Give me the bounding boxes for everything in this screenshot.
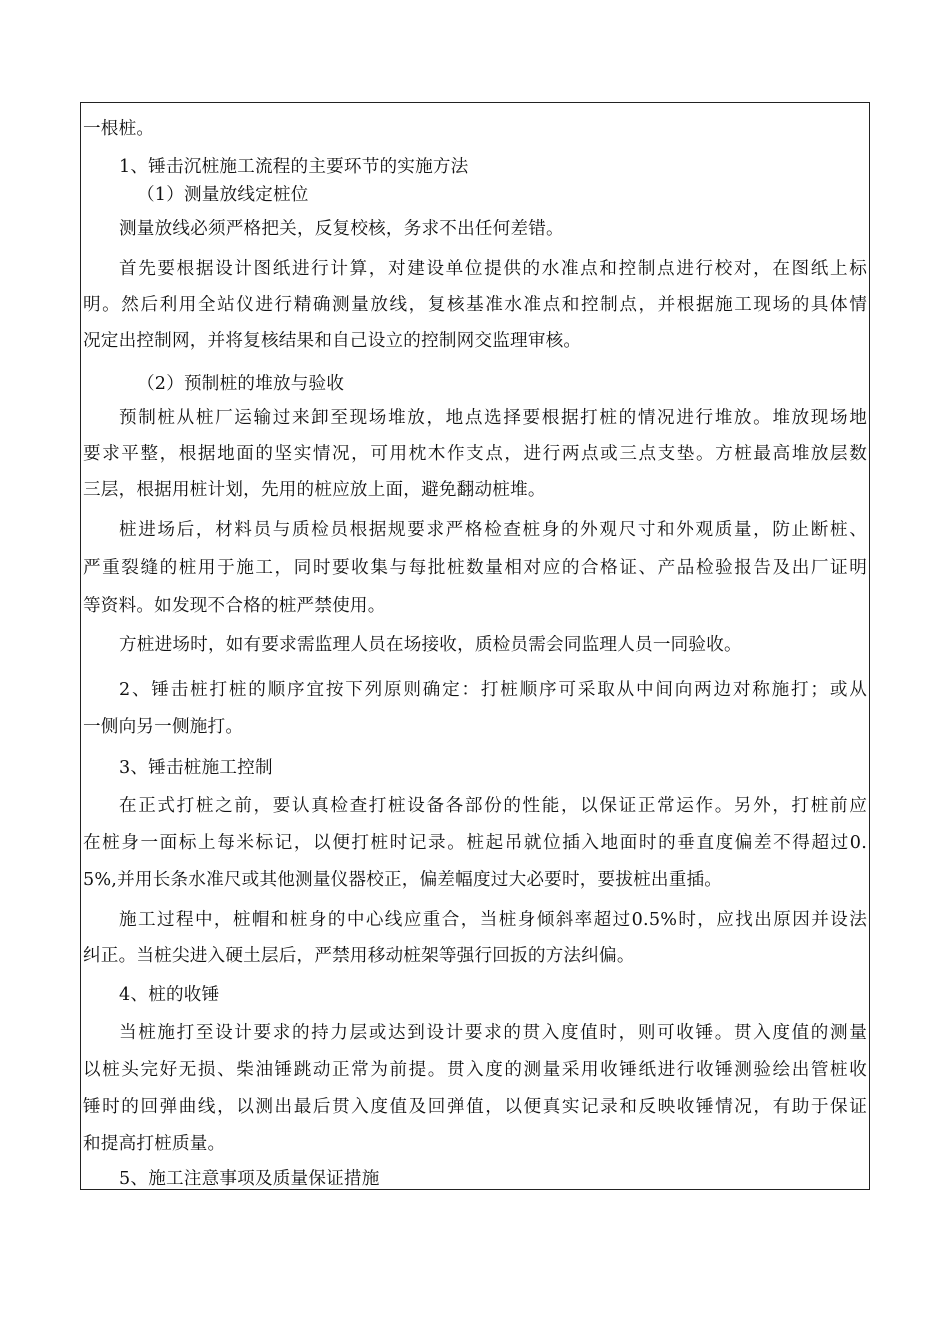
document-table-cell (80, 102, 870, 1190)
paragraph-line: 5%,并用长条水准尺或其他测量仪器校正，偏差幅度过大必要时，要拔桩出重插。 (83, 870, 723, 890)
paragraph-line: 方桩进场时，如有要求需监理人员在场接收，质检员需会同监理人员一同验收。 (119, 635, 742, 655)
paragraph-line: 以桩头完好无损、柴油锤跳动正常为前提。贯入度的测量采用收锤纸进行收锤测验绘出管桩收 (83, 1060, 867, 1080)
paragraph-line: 纠正。当桩尖进入硬土层后，严禁用移动桩架等强行回扳的方法纠偏。 (83, 946, 635, 966)
paragraph-line: 当桩施打至设计要求的持力层或达到设计要求的贯入度值时，则可收锤。贯入度值的测量 (119, 1023, 867, 1043)
paragraph-line: 桩进场后，材料员与质检员根据规要求严格检查桩身的外观尺寸和外观质量，防止断桩、 (119, 520, 867, 540)
paragraph-line: 和提高打桩质量。 (83, 1134, 226, 1154)
paragraph-line: 测量放线必须严格把关，反复校核，务求不出任何差错。 (119, 219, 564, 239)
text-line: 一根桩。 (83, 119, 155, 139)
paragraph-line: 三层，根据用桩计划，先用的桩应放上面，避免翻动桩堆。 (83, 480, 546, 500)
paragraph-line: 预制桩从桩厂运输过来卸至现场堆放，地点选择要根据打桩的情况进行堆放。堆放现场地 (119, 408, 867, 428)
paragraph-line: 在正式打桩之前，要认真检查打桩设备各部份的性能，以保证正常运作。另外，打桩前应 (119, 796, 867, 816)
paragraph-line: 要求平整，根据地面的坚实情况，可用枕木作支点，进行两点或三点支垫。方桩最高堆放层数 (83, 444, 867, 464)
section-heading: 4、桩的收锤 (119, 985, 220, 1005)
paragraph-line: 严重裂缝的桩用于施工，同时要收集与每批桩数量相对应的合格证、产品检验报告及出厂证明 (83, 558, 867, 578)
paragraph-line: 等资料。如发现不合格的桩严禁使用。 (83, 596, 386, 616)
paragraph-line: 首先要根据设计图纸进行计算，对建设单位提供的水准点和控制点进行校对，在图纸上标 (119, 259, 867, 279)
subsection-heading: （2）预制桩的堆放与验收 (137, 374, 345, 394)
subsection-heading: （1）测量放线定桩位 (137, 185, 309, 205)
paragraph-line: 施工过程中，桩帽和桩身的中心线应重合，当桩身倾斜率超过0.5%时，应找出原因并设法 (119, 910, 867, 930)
paragraph-line: 况定出控制网，并将复核结果和自己设立的控制网交监理审核。 (83, 331, 582, 351)
section-heading: 5、施工注意事项及质量保证措施 (119, 1169, 380, 1189)
paragraph-line: 一侧向另一侧施打。 (83, 717, 244, 737)
section-heading: 3、锤击桩施工控制 (119, 758, 273, 778)
paragraph-line: 锤时的回弹曲线，以测出最后贯入度值及回弹值，以便真实记录和反映收锤情况，有助于保证 (83, 1097, 867, 1117)
section-heading: 2、锤击桩打桩的顺序宜按下列原则确定：打桩顺序可采取从中间向两边对称施打；或从 (119, 680, 867, 700)
paragraph-line: 明。然后利用全站仪进行精确测量放线，复核基准水准点和控制点，并根据施工现场的具体情 (83, 295, 867, 315)
section-heading: 1、锤击沉桩施工流程的主要环节的实施方法 (119, 157, 469, 177)
paragraph-line: 在桩身一面标上每米标记，以便打桩时记录。桩起吊就位插入地面时的垂直度偏差不得超过0. (83, 833, 867, 853)
